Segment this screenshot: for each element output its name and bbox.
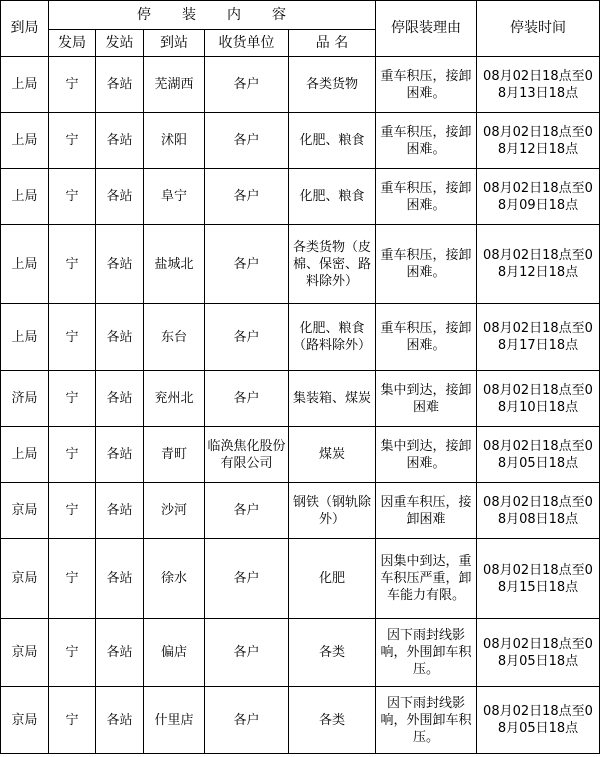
table-row: [1, 225, 600, 304]
cell-from-bureau: 宁: [49, 57, 96, 113]
cell-from-bureau: 宁: [49, 169, 96, 225]
cell-time: 08月02日18点至08月05日18点: [477, 687, 600, 754]
cell-reason: 因下雨封线影响，外围卸车积压。: [376, 687, 477, 754]
cell-to-bureau: 上局: [1, 113, 49, 169]
cell-reason: 重车积压，接卸困难。: [376, 225, 477, 304]
cell-from-bureau: 宁: [49, 539, 96, 619]
cell-goods: 化肥、粮食: [289, 169, 376, 225]
table-row: [1, 57, 600, 113]
cell-to-bureau: 上局: [1, 169, 49, 225]
table-row: [1, 539, 600, 619]
cell-goods: 各类货物（皮棉、保密、路料除外）: [289, 225, 376, 304]
header-to-bureau: 到局: [1, 1, 49, 57]
cell-from-station: 各站: [96, 687, 144, 754]
cell-from-station: 各站: [96, 619, 144, 687]
cell-to-station: 东台: [144, 304, 205, 371]
cell-time: 08月02日18点至08月05日18点: [477, 427, 600, 483]
table-row: [1, 371, 600, 427]
header-consignee: 收货单位: [205, 30, 289, 57]
cell-goods: 各类: [289, 687, 376, 754]
cell-time: 08月02日18点至08月09日18点: [477, 169, 600, 225]
cell-to-bureau: 上局: [1, 225, 49, 304]
table-row: [1, 113, 600, 169]
cell-goods: 化肥、粮食（路料除外）: [289, 304, 376, 371]
cell-goods: 煤炭: [289, 427, 376, 483]
cell-reason: 因下雨封线影响，外围卸车积压。: [376, 619, 477, 687]
cell-time: 08月02日18点至08月15日18点: [477, 539, 600, 619]
cell-reason: 重车积压，接卸困难。: [376, 304, 477, 371]
cell-time: 08月02日18点至08月08日18点: [477, 483, 600, 539]
table-row: [1, 169, 600, 225]
cell-consignee: 各户: [205, 113, 289, 169]
header-content-group: 停 装 内 容: [49, 1, 376, 30]
cell-goods: 化肥: [289, 539, 376, 619]
header-row-top: [1, 1, 600, 30]
header-from-bureau: 发局: [49, 30, 96, 57]
cell-goods: 化肥、粮食: [289, 113, 376, 169]
cell-consignee: 各户: [205, 225, 289, 304]
header-reason: 停限装理由: [376, 1, 477, 57]
cell-time: 08月02日18点至08月05日18点: [477, 619, 600, 687]
cell-time: 08月02日18点至08月10日18点: [477, 371, 600, 427]
cell-consignee: 各户: [205, 371, 289, 427]
cell-consignee: 各户: [205, 687, 289, 754]
cell-to-station: 兖州北: [144, 371, 205, 427]
cell-from-bureau: 宁: [49, 304, 96, 371]
cell-to-station: 阜宁: [144, 169, 205, 225]
cell-to-bureau: 京局: [1, 483, 49, 539]
cell-reason: 集中到达，接卸困难: [376, 371, 477, 427]
cell-to-bureau: 上局: [1, 57, 49, 113]
table-row: [1, 687, 600, 754]
cell-goods: 各类货物: [289, 57, 376, 113]
cell-goods: 钢铁（钢轨除外）: [289, 483, 376, 539]
cell-to-bureau: 京局: [1, 687, 49, 754]
cell-to-bureau: 京局: [1, 619, 49, 687]
header-to-station: 到站: [144, 30, 205, 57]
cell-from-station: 各站: [96, 225, 144, 304]
table-row: [1, 483, 600, 539]
cell-from-bureau: 宁: [49, 225, 96, 304]
cell-to-station: 什里店: [144, 687, 205, 754]
cell-time: 08月02日18点至08月12日18点: [477, 113, 600, 169]
cell-to-bureau: 上局: [1, 304, 49, 371]
cell-from-bureau: 宁: [49, 371, 96, 427]
cell-consignee: 各户: [205, 304, 289, 371]
table-row: [1, 427, 600, 483]
cell-from-bureau: 宁: [49, 687, 96, 754]
cell-from-station: 各站: [96, 113, 144, 169]
cell-to-bureau: 上局: [1, 427, 49, 483]
header-from-station: 发站: [96, 30, 144, 57]
cell-from-station: 各站: [96, 57, 144, 113]
cell-from-bureau: 宁: [49, 619, 96, 687]
cell-consignee: 各户: [205, 57, 289, 113]
cell-from-station: 各站: [96, 483, 144, 539]
cell-to-station: 芜湖西: [144, 57, 205, 113]
cell-to-station: 偏店: [144, 619, 205, 687]
cell-time: 08月02日18点至08月17日18点: [477, 304, 600, 371]
cell-goods: 集装箱、煤炭: [289, 371, 376, 427]
header-goods: 品 名: [289, 30, 376, 57]
header-time: 停装时间: [477, 1, 600, 57]
cell-reason: 重车积压，接卸困难。: [376, 57, 477, 113]
cell-to-station: 沙河: [144, 483, 205, 539]
table-row: [1, 619, 600, 687]
cell-reason: 重车积压，接卸困难。: [376, 113, 477, 169]
cell-reason: 因集中到达，重车积压严重，卸车能力有限。: [376, 539, 477, 619]
cell-from-bureau: 宁: [49, 113, 96, 169]
cell-from-station: 各站: [96, 371, 144, 427]
cell-from-bureau: 宁: [49, 483, 96, 539]
cell-to-bureau: 济局: [1, 371, 49, 427]
cell-to-station: 盐城北: [144, 225, 205, 304]
cell-time: 08月02日18点至08月12日18点: [477, 225, 600, 304]
cell-to-station: 徐水: [144, 539, 205, 619]
cell-consignee: 各户: [205, 483, 289, 539]
cell-to-bureau: 京局: [1, 539, 49, 619]
cell-from-station: 各站: [96, 427, 144, 483]
cell-time: 08月02日18点至08月13日18点: [477, 57, 600, 113]
cell-consignee: 各户: [205, 169, 289, 225]
cell-reason: 因重车积压，接卸困难: [376, 483, 477, 539]
cell-consignee: 各户: [205, 539, 289, 619]
table-row: [1, 304, 600, 371]
cell-reason: 重车积压，接卸困难。: [376, 169, 477, 225]
cell-from-station: 各站: [96, 539, 144, 619]
cell-to-station: 青町: [144, 427, 205, 483]
cell-goods: 各类: [289, 619, 376, 687]
cell-to-station: 沭阳: [144, 113, 205, 169]
cell-from-station: 各站: [96, 304, 144, 371]
cell-consignee: 各户: [205, 619, 289, 687]
cell-from-bureau: 宁: [49, 427, 96, 483]
cell-reason: 集中到达，接卸困难。: [376, 427, 477, 483]
cell-consignee: 临涣焦化股份有限公司: [205, 427, 289, 483]
cell-from-station: 各站: [96, 169, 144, 225]
